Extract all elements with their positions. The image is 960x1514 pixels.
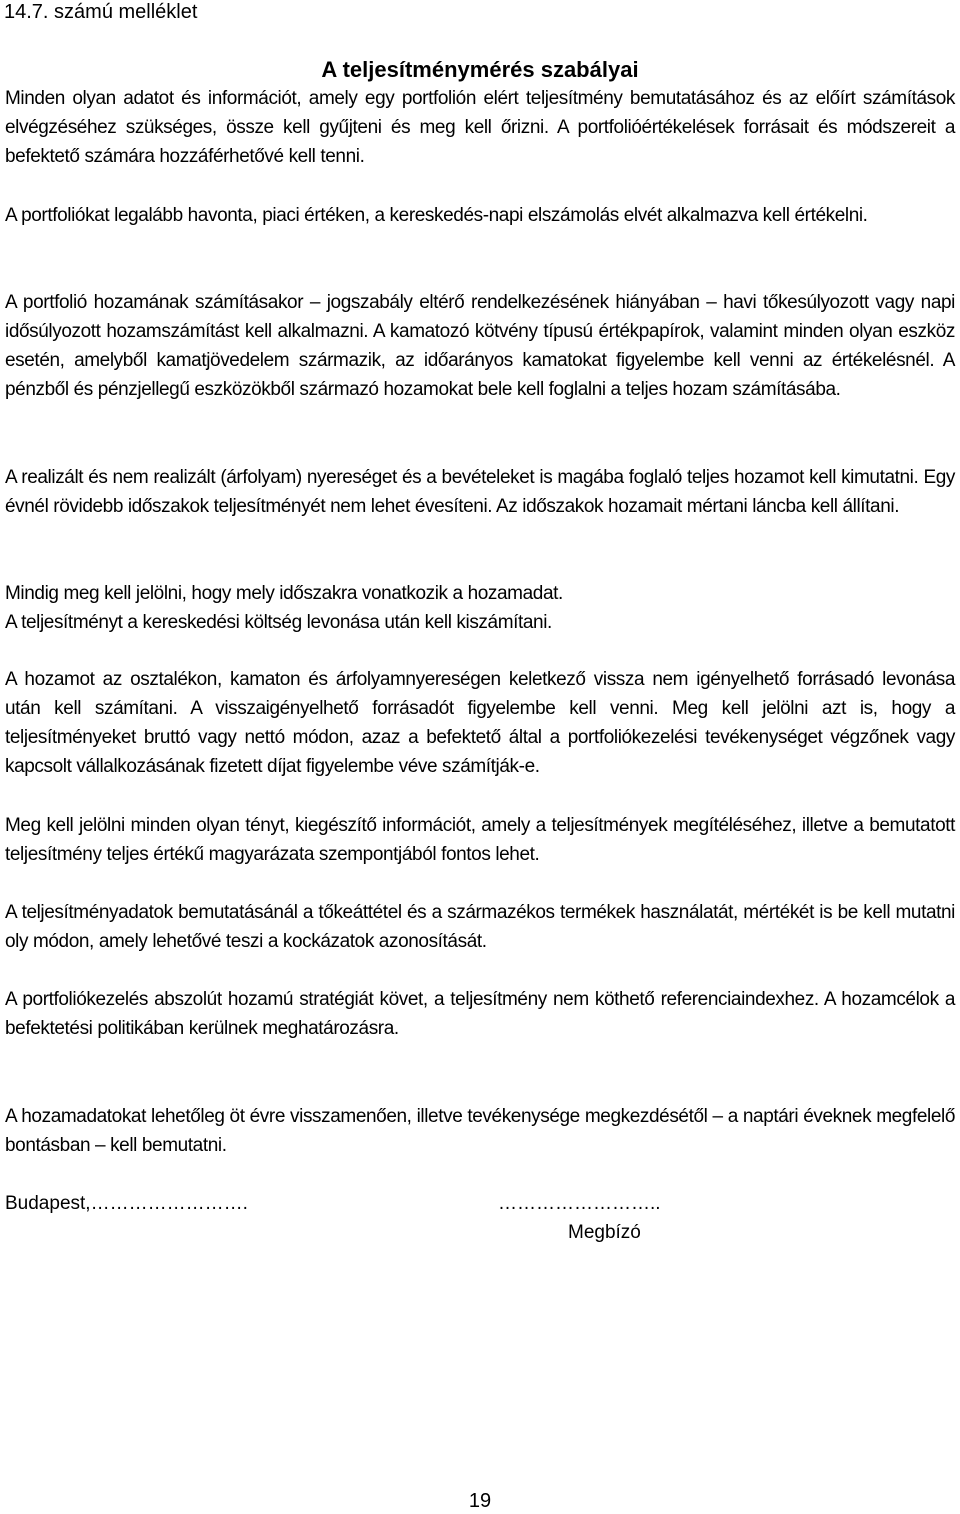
page-number: 19 [468, 1490, 492, 1512]
paragraph-total-return: A realizált és nem realizált (árfolyam) nyereséget és a bevételeket is magába foglaló teljes hozamot kell kimutatni. Egy évnél rövidebb időszakok teljesítményét nem lehet évesíteni. Az időszakok hozamait mértani láncba kell állítani. [5, 467, 955, 517]
paragraph-return-calculation: A portfolió hozamának számításakor – jogszabály eltérő rendelkezésének hiányában – havi tőkesúlyozott vagy napi idősúlyozott hozamszámítást kell alkalmazni. A kamatozó kötvény típusú értékpapírok, valamint minden olyan eszköz esetén, amelyből kamatjövedelem származik, az időarányos kamatokat figyelembe kell venni az értékelésnél. A pénzből és pénzjellegű eszközökből származó hozamokat bele kell foglalni a teljes hozam számításába. [5, 292, 955, 400]
signature-line: …………………….. [498, 1193, 661, 1214]
paragraph-period: Mindig meg kell jelölni, hogy mely időszakra vonatkozik a hozamadat. [5, 583, 563, 604]
paragraph-data-collection: Minden olyan adatot és információt, amely egy portfolión elért teljesítmény bemutatásához és az előírt számítások elvégzéséhez szükséges, össze kell gyűjteni és meg kell őrizni. A portfolióértékelések forrásait és módszereit a befektető számára hozzáférhetővé kell tenni. [5, 88, 955, 167]
paragraph-additional-info: Meg kell jelölni minden olyan tényt, kiegészítő információt, amely a teljesítmények megítéléséhez, illetve a bemutatott teljesítmény teljes értékű magyarázata szempontjából fontos lehet. [5, 815, 955, 865]
paragraph-absolute-return: A portfoliókezelés abszolút hozamú stratégiát követ, a teljesítmény nem köthető referenciaindexhez. A hozamcélok a befektetési politikában kerülnek meghatározásra. [5, 989, 955, 1039]
signatory-role: Megbízó [568, 1222, 641, 1243]
annex-header: 14.7. számú melléklet [4, 1, 198, 23]
paragraph-withholding-tax: A hozamot az osztalékon, kamaton és árfolyamnyereségen keletkező vissza nem igényelhető forrásadó levonása után kell számítani. A visszaigényelhető forrásadót figyelembe kell venni. Meg kell jelölni azt is, hogy a teljesítményeket bruttó vagy nettó módon, azaz a befektető által a portfoliókezelési tevékenységet végzőnek vagy kapcsolt vállalkozásának fizetett díjat figyelembe véve számítják-e. [5, 669, 955, 777]
paragraph-five-years: A hozamadatokat lehetőleg öt évre visszamenően, illetve tevékenysége megkezdésétől – a naptári éveknek megfelelő bontásban – kell bemutatni. [5, 1106, 955, 1156]
document-title: A teljesítménymérés szabályai [321, 57, 639, 82]
paragraph-valuation: A portfoliókat legalább havonta, piaci értéken, a kereskedés-napi elszámolás elvét alkalmazva kell értékelni. [5, 205, 868, 226]
paragraph-trading-cost: A teljesítményt a kereskedési költség levonása után kell kiszámítani. [5, 612, 552, 633]
place-date-line: Budapest,……………………. [5, 1193, 248, 1214]
paragraph-leverage: A teljesítményadatok bemutatásánál a tőkeáttétel és a származékos termékek használatát, mértékét is be kell mutatni oly módon, amely lehetővé teszi a kockázatok azonosítását. [5, 902, 955, 952]
